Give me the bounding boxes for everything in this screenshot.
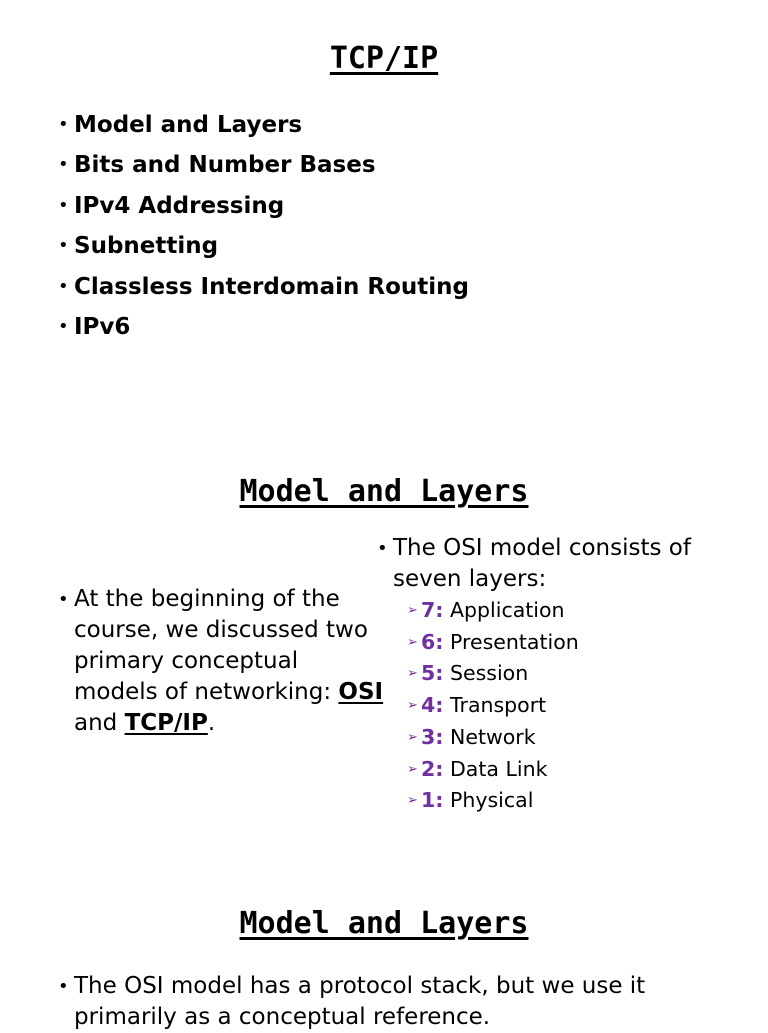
stack-note-text: • The OSI model has a protocol stack, but we use it primarily as a conceptual reference. (58, 973, 646, 1030)
arrowhead-icon: ➢ (407, 698, 418, 714)
layer-item: ➢ 2: Data Link (407, 754, 707, 786)
bullet-dot-icon: • (58, 194, 69, 216)
arrowhead-icon: ➢ (407, 729, 418, 745)
arrowhead-icon: ➢ (407, 603, 418, 618)
bullet-dot-icon: • (58, 589, 69, 610)
arrowhead-icon: ➢ (407, 666, 418, 682)
layer-item: ➢ 4: Transport (407, 690, 707, 722)
bullet-dot-icon: • (58, 154, 69, 176)
layer-item: ➢ 3: Network (407, 722, 707, 754)
arrowhead-icon: ➢ (407, 761, 418, 777)
bullet-dot-icon: • (377, 538, 388, 559)
bullet-dot-icon: • (58, 275, 69, 297)
slide3-title: Model and Layers (239, 906, 529, 941)
arrowhead-icon: ➢ (407, 793, 418, 809)
list-item: • Classless Interdomain Routing (58, 267, 469, 307)
list-item: • IPv4 Addressing (58, 186, 469, 226)
bullet-dot-icon: • (58, 114, 69, 135)
bullet-dot-icon: • (58, 235, 69, 257)
bullet-dot-icon: • (58, 316, 69, 338)
topic-list (58, 105, 469, 347)
layer-item: ➢ 7: Application (407, 595, 707, 627)
slide1-title: TCP/IP (329, 41, 439, 76)
intro-bullet (58, 584, 388, 739)
list-item: • Subnetting (58, 226, 469, 266)
list-item: • Bits and Number Bases (58, 145, 469, 185)
bullet-dot-icon: • (58, 976, 69, 997)
intro-text: • At the beginning of the course, we discussed two primary conceptual models of networking: OSI and TCP/IP. (58, 586, 384, 736)
osi-layer-list (377, 595, 707, 817)
osi-summary-bullet (377, 533, 707, 817)
osi-term: OSI (338, 679, 384, 705)
layer-item: ➢ 1: Physical (407, 785, 707, 817)
osi-summary-text: • The OSI model consists of seven layers: (377, 535, 691, 592)
slide2-title: Model and Layers (239, 474, 529, 509)
tcpip-term: TCP/IP (124, 710, 208, 736)
list-item: • IPv6 (58, 307, 469, 347)
list-item: • Model and Layers (58, 105, 469, 145)
arrowhead-icon: ➢ (407, 634, 418, 650)
layer-item: ➢ 6: Presentation (407, 627, 707, 659)
layer-item: ➢ 5: Session (407, 658, 707, 690)
